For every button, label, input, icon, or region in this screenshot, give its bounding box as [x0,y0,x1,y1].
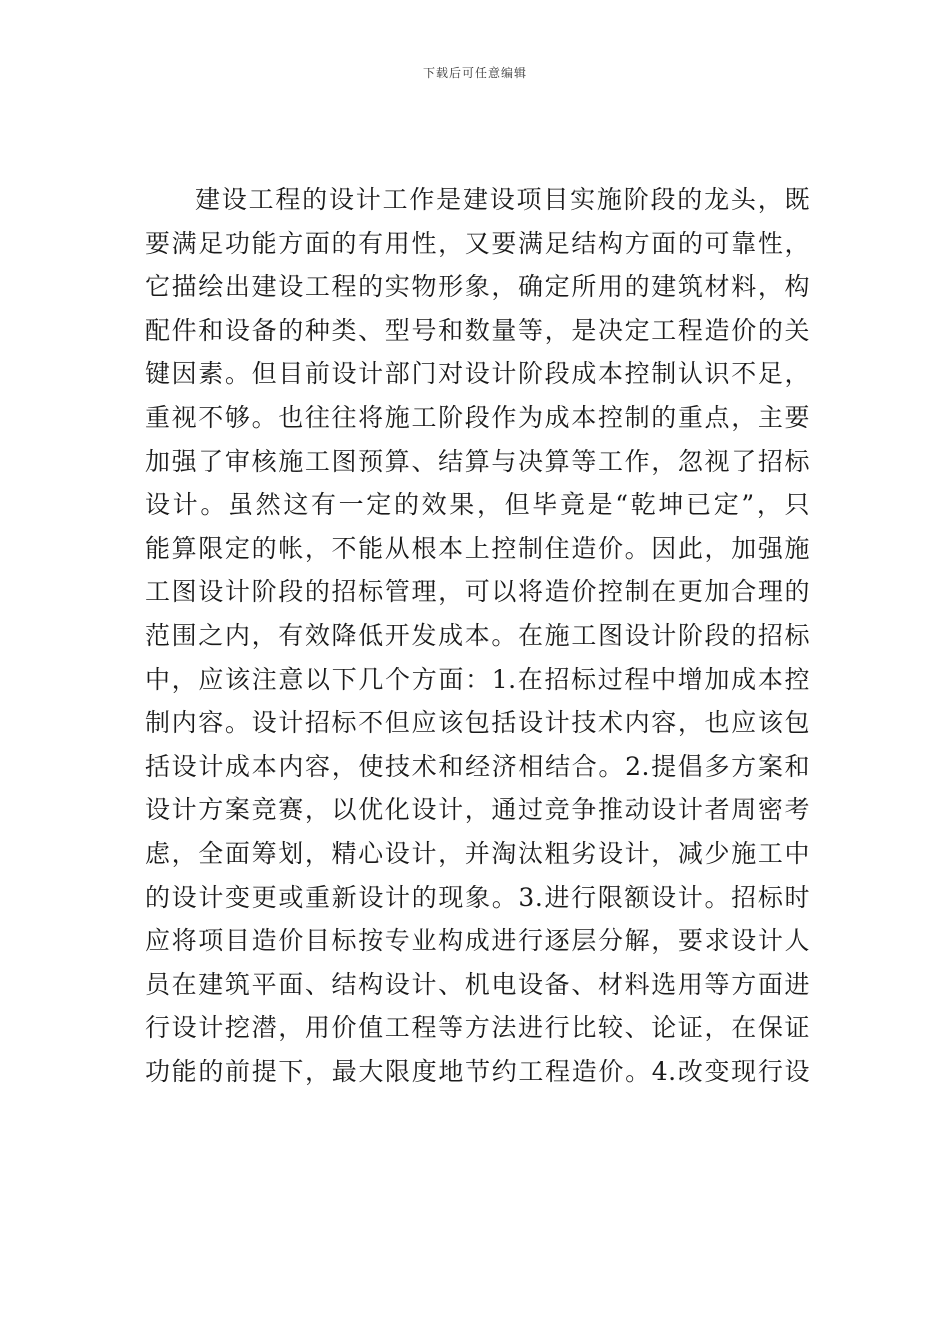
paragraph-line: 配件和设备的种类、型号和数量等，是决定工程造价的关 [145,315,810,345]
page-header: 下载后可任意编辑 [422,66,527,80]
paragraph-line: 范围之内，有效降低开发成本。在施工图设计阶段的招标 [145,620,810,650]
paragraph-line: 加强了审核施工图预算、结算与决算等工作，忽视了招标 [145,446,810,476]
paragraph-line: 员在建筑平面、结构设计、机电设备、材料选用等方面进 [145,969,810,999]
paragraph-line: 功能的前提下，最大限度地节约工程造价。4.改变现行设 [145,1056,810,1086]
paragraph-line: 设计方案竞赛，以优化设计，通过竞争推动设计者周密考 [145,795,810,825]
paragraph-line: 的设计变更或重新设计的现象。3.进行限额设计。招标时 [145,882,810,912]
paragraph-line: 它描绘出建设工程的实物形象，确定所用的建筑材料，构 [145,272,810,302]
paragraph-line: 虑，全面筹划，精心设计，并淘汰粗劣设计，减少施工中 [145,838,810,868]
paragraph-line: 中，应该注意以下几个方面：1.在招标过程中增加成本控 [145,664,810,694]
paragraph-line: 重视不够。也往往将施工阶段作为成本控制的重点，主要 [145,402,810,432]
paragraph-line: 键因素。但目前设计部门对设计阶段成本控制认识不足， [145,359,810,389]
paragraph-line: 括设计成本内容，使技术和经济相结合。2.提倡多方案和 [145,751,810,781]
paragraph-line: 工图设计阶段的招标管理，可以将造价控制在更加合理的 [145,577,810,607]
paragraph-line: 制内容。设计招标不但应该包括设计技术内容，也应该包 [145,708,810,738]
paragraph-line: 能算限定的帐，不能从根本上控制住造价。因此，加强施 [145,533,810,563]
paragraph-line: 建设工程的设计工作是建设项目实施阶段的龙头，既 [195,185,810,214]
body-paragraph [145,178,810,1093]
paragraph-line: 应将项目造价目标按专业构成进行逐层分解，要求设计人 [145,926,810,956]
paragraph-line: 设计。虽然这有一定的效果，但毕竟是“乾坤已定”，只 [145,490,810,520]
paragraph-line: 要满足功能方面的有用性，又要满足结构方面的可靠性， [145,228,810,258]
paragraph-line: 行设计挖潜，用价值工程等方法进行比较、论证，在保证 [145,1013,810,1043]
